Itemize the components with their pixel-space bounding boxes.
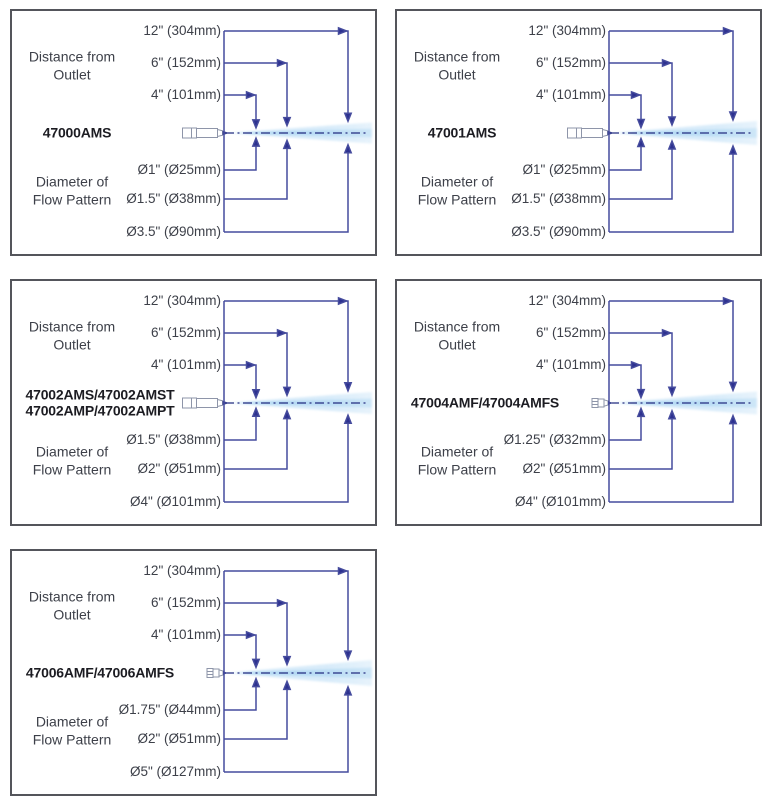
spray-pattern-panel-5: [10, 549, 377, 796]
diameter-label: Ø3.5" (Ø90mm): [126, 224, 221, 239]
arrowhead-down: [253, 120, 259, 128]
arrowhead-down: [253, 390, 259, 398]
arrowhead-down: [638, 390, 644, 398]
arrowhead-up: [669, 141, 675, 149]
diameter-callout: [609, 144, 641, 170]
arrowhead-up: [345, 687, 351, 695]
arrowhead-up: [730, 146, 736, 154]
distance-callout: [609, 301, 733, 384]
arrowhead-up: [253, 138, 259, 146]
diameter-label: Ø2" (Ø51mm): [137, 731, 221, 746]
text-line: Diameter of: [35, 173, 109, 190]
arrowhead-right: [339, 298, 347, 304]
text-line: Flow Pattern: [417, 461, 497, 477]
spray-pattern-panel-3: [10, 279, 377, 526]
arrowhead-up: [284, 411, 290, 419]
model-number: [43, 125, 111, 141]
diameter-label: Ø4" (Ø101mm): [514, 494, 606, 509]
model-number: [411, 395, 559, 411]
diameter-callout: [224, 685, 256, 710]
text-line: 47006AMF/47006AMFS: [25, 664, 175, 681]
wand-nozzle-icon: [183, 398, 228, 408]
text-line: Diameter of: [420, 443, 494, 460]
diameter-of-flow-pattern-label: [33, 444, 112, 479]
distance-label: 12" (304mm): [143, 23, 221, 38]
text-line: Distance from: [413, 318, 501, 335]
arrowhead-up: [253, 679, 259, 687]
diameter-callout: [609, 152, 733, 232]
distance-label: 6" (152mm): [535, 55, 606, 70]
arrowhead-right: [278, 60, 286, 66]
text-line: 47000AMS: [42, 124, 112, 141]
arrowhead-right: [663, 330, 671, 336]
arrowhead-right: [247, 632, 255, 638]
arrowhead-up: [253, 408, 259, 416]
diameter-label: Ø1.25" (Ø32mm): [503, 432, 606, 447]
text-line: Distance from: [28, 588, 116, 605]
distance-label: 12" (304mm): [143, 563, 221, 578]
model-number: [26, 665, 174, 681]
diameter-callout: [224, 693, 348, 772]
diameter-label: Ø1.5" (Ø38mm): [126, 432, 221, 447]
distance-from-outlet-label: [29, 319, 115, 354]
arrowhead-up: [638, 408, 644, 416]
text-line: Flow Pattern: [32, 191, 112, 207]
distance-callout: [224, 571, 348, 653]
panel-canvas: [10, 9, 377, 256]
arrowhead-right: [278, 600, 286, 606]
arrowhead-right: [278, 330, 286, 336]
distance-label: 4" (101mm): [535, 87, 606, 102]
arrowhead-right: [339, 568, 347, 574]
text-line: Outlet: [438, 336, 476, 352]
arrowhead-down: [284, 657, 290, 665]
text-line: Distance from: [413, 48, 501, 65]
arrowhead-right: [339, 28, 347, 34]
diameter-callout: [224, 414, 256, 440]
distance-label: 6" (152mm): [535, 325, 606, 340]
arrowhead-down: [345, 113, 351, 121]
text-line: Outlet: [438, 66, 476, 82]
distance-callout: [609, 95, 641, 122]
panel-canvas: [395, 279, 762, 526]
panel-canvas: [10, 549, 377, 796]
diameter-of-flow-pattern-label: [418, 174, 497, 209]
text-line: 47002AMP/47002AMPT: [25, 402, 175, 418]
distance-label: 4" (101mm): [535, 357, 606, 372]
arrowhead-up: [284, 681, 290, 689]
distance-label: 4" (101mm): [150, 627, 221, 642]
diameter-of-flow-pattern-label: [418, 444, 497, 479]
arrowhead-right: [247, 362, 255, 368]
text-line: Flow Pattern: [417, 191, 497, 207]
arrowhead-right: [632, 92, 640, 98]
diameter-callout: [224, 151, 348, 232]
text-line: Diameter of: [420, 173, 494, 190]
text-line: Flow Pattern: [32, 731, 112, 747]
diameter-label: Ø4" (Ø101mm): [129, 494, 221, 509]
arrowhead-right: [663, 60, 671, 66]
diameter-callout: [609, 414, 641, 440]
spray-pattern-panel-1: [10, 9, 377, 256]
text-line: Outlet: [53, 336, 91, 352]
text-line: Distance from: [28, 318, 116, 335]
diameter-of-flow-pattern-label: [33, 174, 112, 209]
model-number: [428, 125, 496, 141]
arrowhead-down: [253, 659, 259, 667]
model-number: [26, 388, 175, 419]
distance-callout: [224, 95, 256, 122]
arrowhead-up: [669, 411, 675, 419]
diameter-label: Ø1.5" (Ø38mm): [511, 191, 606, 206]
distance-callout: [224, 301, 348, 385]
arrowhead-up: [730, 416, 736, 424]
diameter-callout: [224, 144, 256, 170]
text-line: Diameter of: [35, 713, 109, 730]
text-line: 47002AMS/47002AMST: [25, 386, 175, 403]
arrowhead-down: [669, 117, 675, 125]
distance-label: 4" (101mm): [150, 87, 221, 102]
arrowhead-right: [724, 298, 732, 304]
arrowhead-right: [247, 92, 255, 98]
arrowhead-up: [345, 145, 351, 153]
diameter-label: Ø1" (Ø25mm): [137, 162, 221, 177]
distance-from-outlet-label: [29, 49, 115, 84]
distance-label: 6" (152mm): [150, 325, 221, 340]
distance-callout: [224, 365, 256, 392]
diameter-label: Ø2" (Ø51mm): [137, 461, 221, 476]
arrowhead-down: [345, 651, 351, 659]
diameter-label: Ø1" (Ø25mm): [522, 162, 606, 177]
distance-callout: [224, 31, 348, 115]
text-line: 47004AMF/47004AMFS: [410, 394, 560, 411]
arrowhead-down: [669, 387, 675, 395]
diameter-label: Ø5" (Ø127mm): [129, 764, 221, 779]
distance-from-outlet-label: [414, 319, 500, 354]
distance-label: 6" (152mm): [150, 595, 221, 610]
panel-canvas: [10, 279, 377, 526]
arrowhead-right: [724, 28, 732, 34]
wand-nozzle-icon: [568, 128, 613, 138]
distance-label: 12" (304mm): [143, 293, 221, 308]
distance-from-outlet-label: [29, 589, 115, 624]
distance-label: 4" (101mm): [150, 357, 221, 372]
diameter-label: Ø3.5" (Ø90mm): [511, 224, 606, 239]
arrowhead-down: [284, 387, 290, 395]
arrowhead-down: [730, 382, 736, 390]
arrowhead-down: [730, 112, 736, 120]
panel-canvas: [395, 9, 762, 256]
spray-pattern-panel-4: [395, 279, 762, 526]
diameter-label: Ø2" (Ø51mm): [522, 461, 606, 476]
distance-callout: [609, 31, 733, 114]
text-line: Flow Pattern: [32, 461, 112, 477]
arrowhead-down: [345, 383, 351, 391]
arrowhead-right: [632, 362, 640, 368]
arrowhead-up: [345, 415, 351, 423]
text-line: Outlet: [53, 66, 91, 82]
distance-label: 12" (304mm): [528, 23, 606, 38]
text-line: Distance from: [28, 48, 116, 65]
distance-label: 12" (304mm): [528, 293, 606, 308]
diameter-label: Ø1.75" (Ø44mm): [118, 702, 221, 717]
distance-from-outlet-label: [414, 49, 500, 84]
spray-pattern-panel-2: [395, 9, 762, 256]
arrowhead-down: [638, 120, 644, 128]
wand-nozzle-icon: [183, 128, 228, 138]
distance-callout: [224, 635, 256, 661]
diameter-callout: [224, 421, 348, 502]
arrowhead-down: [284, 118, 290, 126]
arrowhead-up: [638, 138, 644, 146]
arrowhead-up: [284, 140, 290, 148]
diameter-of-flow-pattern-label: [33, 714, 112, 749]
diameter-callout: [609, 422, 733, 502]
text-line: 47001AMS: [427, 124, 497, 141]
diameter-label: Ø1.5" (Ø38mm): [126, 191, 221, 206]
distance-callout: [609, 365, 641, 392]
text-line: Outlet: [53, 606, 91, 622]
text-line: Diameter of: [35, 443, 109, 460]
distance-label: 6" (152mm): [150, 55, 221, 70]
